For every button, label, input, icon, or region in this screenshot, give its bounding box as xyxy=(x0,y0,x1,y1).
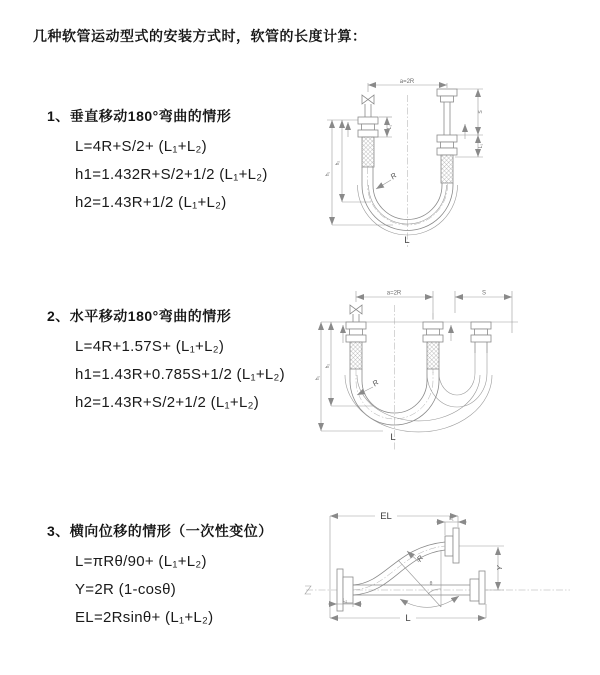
d3-dim-l2-label: L₂ xyxy=(342,598,348,604)
section-2-heading: 2、水平移动180°弯曲的情形 xyxy=(47,308,232,324)
diagram-horizontal-bend xyxy=(313,283,568,463)
d2-hose-curves xyxy=(345,353,492,432)
d3-dim-theta-label: θ xyxy=(429,581,433,587)
d2-dim-a-label: a=2R xyxy=(386,290,402,297)
d1-dim-a-label: a=2R xyxy=(399,79,415,85)
formula-2-2: h1=1.43R+0.785S+1/2 (L₁+L₂) xyxy=(75,366,285,383)
formula-1-2: h1=1.432R+S/2+1/2 (L₁+L₂) xyxy=(75,166,268,183)
d3-right-fitting-displaced xyxy=(445,528,459,563)
d1-right-pipe xyxy=(437,89,457,183)
d3-dimension-lines xyxy=(328,511,504,624)
formula-3-2: Y=2R (1-cosθ) xyxy=(75,581,177,598)
formula-3-3: EL=2Rsinθ+ (L₁+L₂) xyxy=(75,609,214,626)
page-title: 几种软管运动型式的安装方式时，软管的长度计算： xyxy=(33,28,367,44)
d1-annotations xyxy=(376,170,410,246)
formula-2-3: h2=1.43R+S/2+1/2 (L₁+L₂) xyxy=(75,394,260,411)
d3-dim-l1-label: L₁ xyxy=(449,516,454,522)
d1-radius-label: R xyxy=(388,170,399,182)
d1-braided-hose-left xyxy=(362,137,374,167)
d1-dim-l1-right-label: L₁ xyxy=(478,143,484,149)
d3-length-label: L xyxy=(405,613,411,624)
d1-dim-s-label: S xyxy=(478,110,484,114)
diagram-lateral-displacement xyxy=(298,503,583,635)
d3-s-curve-hose xyxy=(353,542,445,595)
section-1 xyxy=(47,106,322,223)
formula-3-1: L=πRθ/90+ (L₁+L₂) xyxy=(75,553,207,570)
d2-pipe-1 xyxy=(346,314,366,369)
d3-left-fitting xyxy=(337,569,353,611)
d3-dim-y-label: Y xyxy=(495,565,504,571)
d2-pipe-2 xyxy=(423,322,443,369)
d3-right-fitting-original xyxy=(470,571,485,604)
formula-1-1: L=4R+S/2+ (L₁+L₂) xyxy=(75,138,207,155)
d2-braided-hose-2 xyxy=(427,342,439,369)
d2-dim-h2-label: h₂ xyxy=(325,363,331,369)
d2-length-label: L xyxy=(390,432,396,443)
formula-1-3: h2=1.43R+1/2 (L₁+L₂) xyxy=(75,194,227,211)
d2-radius-label: R xyxy=(370,377,381,389)
d3-dim-el-label: EL xyxy=(380,511,392,522)
d2-dim-s-label: S xyxy=(481,290,487,297)
section-2 xyxy=(47,306,322,423)
d3-radius-label: R xyxy=(414,553,426,564)
d2-braided-hose-1 xyxy=(350,342,362,369)
formula-2-1: L=4R+1.57S+ (L₁+L₂) xyxy=(75,338,225,355)
d1-valve-icon xyxy=(362,95,374,104)
d1-dim-l1-left-label: L₁ xyxy=(387,124,393,130)
d1-dimension-lines xyxy=(325,79,484,225)
section-3-heading: 3、横向位移的情形（一次性变位） xyxy=(47,523,273,539)
diagram-vertical-bend xyxy=(315,75,525,260)
section-1-heading: 1、垂直移动180°弯曲的情形 xyxy=(47,108,232,124)
d3-angle-construction xyxy=(398,550,459,607)
section-3 xyxy=(47,521,322,638)
d1-dim-h2-label: h₂ xyxy=(335,160,341,166)
d2-valve-icon xyxy=(350,305,362,314)
d1-dim-h1-label: h₁ xyxy=(325,171,331,177)
d1-left-pipe xyxy=(358,104,378,167)
d1-braided-hose-right xyxy=(441,155,453,183)
d1-length-label: L xyxy=(404,235,410,246)
d2-dim-h1-label: h₁ xyxy=(315,375,321,381)
d2-pipe-3-moved-position xyxy=(471,322,491,353)
d2-dimension-lines xyxy=(315,291,518,432)
